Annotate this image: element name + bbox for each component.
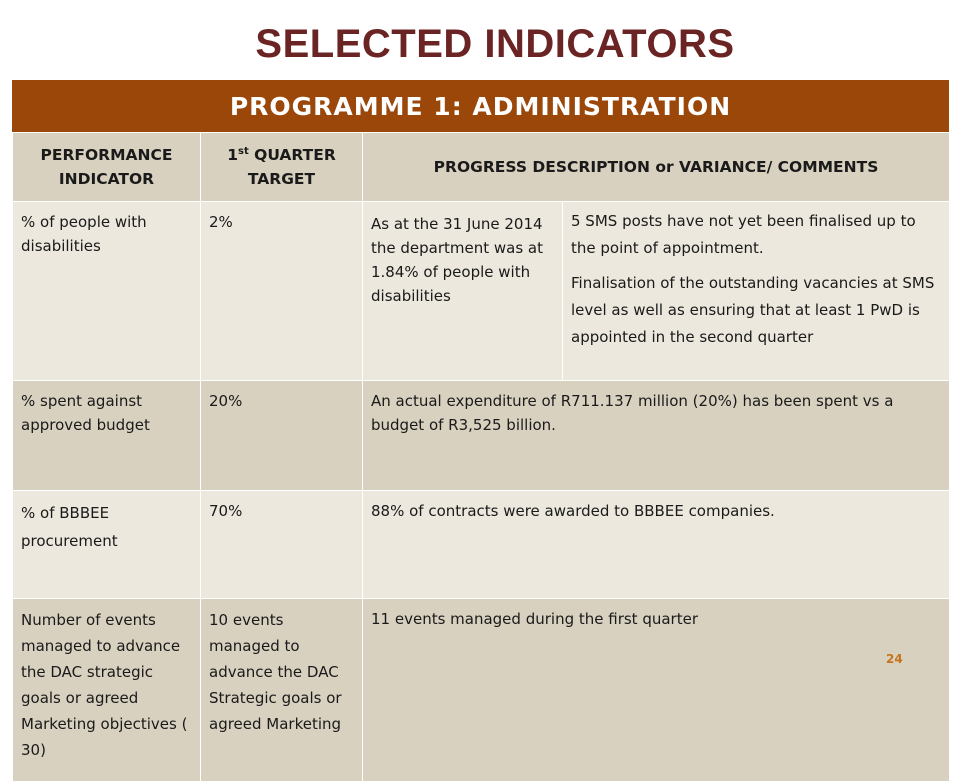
cell-indicator: % of BBBEE procurement — [13, 491, 201, 599]
header-target-sup: st — [238, 145, 249, 157]
cell-comments — [563, 202, 950, 381]
header-target — [201, 133, 363, 202]
programme-title: PROGRAMME 1: ADMINISTRATION — [229, 91, 732, 121]
comment-paragraph: Finalisation of the outstanding vacancies at SMS level as well as ensuring that at least 1 PwD is appointed in the second quarter — [571, 274, 935, 346]
cell-indicator: % spent against approved budget — [13, 381, 201, 491]
indicators-table — [12, 132, 950, 782]
header-target-number: 1 — [227, 146, 239, 164]
header-indicator: PERFORMANCE INDICATOR — [13, 133, 201, 202]
comment-paragraph: 5 SMS posts have not yet been finalised up to the point of appointment. — [571, 212, 916, 257]
table-header-row — [13, 133, 950, 202]
table-row — [13, 202, 950, 381]
table-row — [13, 491, 950, 599]
table-row — [13, 599, 950, 782]
cell-target: 70% — [201, 491, 363, 599]
cell-progress: As at the 31 June 2014 the department was at 1.84% of people with disabilities — [363, 202, 563, 381]
cell-progress: An actual expenditure of R711.137 million (20%) has been spent vs a budget of R3,525 billion. — [363, 381, 950, 491]
cell-indicator: % of people with disabilities — [13, 202, 201, 381]
cell-target: 20% — [201, 381, 363, 491]
cell-indicator: Number of events managed to advance the DAC strategic goals or agreed Marketing objectives ( 30) — [13, 599, 201, 782]
header-progress: PROGRESS DESCRIPTION or VARIANCE/ COMMENTS — [363, 133, 950, 202]
slide-title: SELECTED INDICATORS — [255, 22, 735, 66]
table-row — [13, 381, 950, 491]
cell-progress: 88% of contracts were awarded to BBBEE companies. — [363, 491, 950, 599]
cell-target: 10 events managed to advance the DAC Strategic goals or agreed Marketing — [201, 599, 363, 782]
cell-progress: 11 events managed during the first quarter — [363, 599, 950, 782]
page-number: 24 — [886, 652, 903, 666]
cell-target: 2% — [201, 202, 363, 381]
programme-banner — [12, 80, 949, 132]
header-target-label: QUARTER TARGET — [247, 146, 336, 188]
